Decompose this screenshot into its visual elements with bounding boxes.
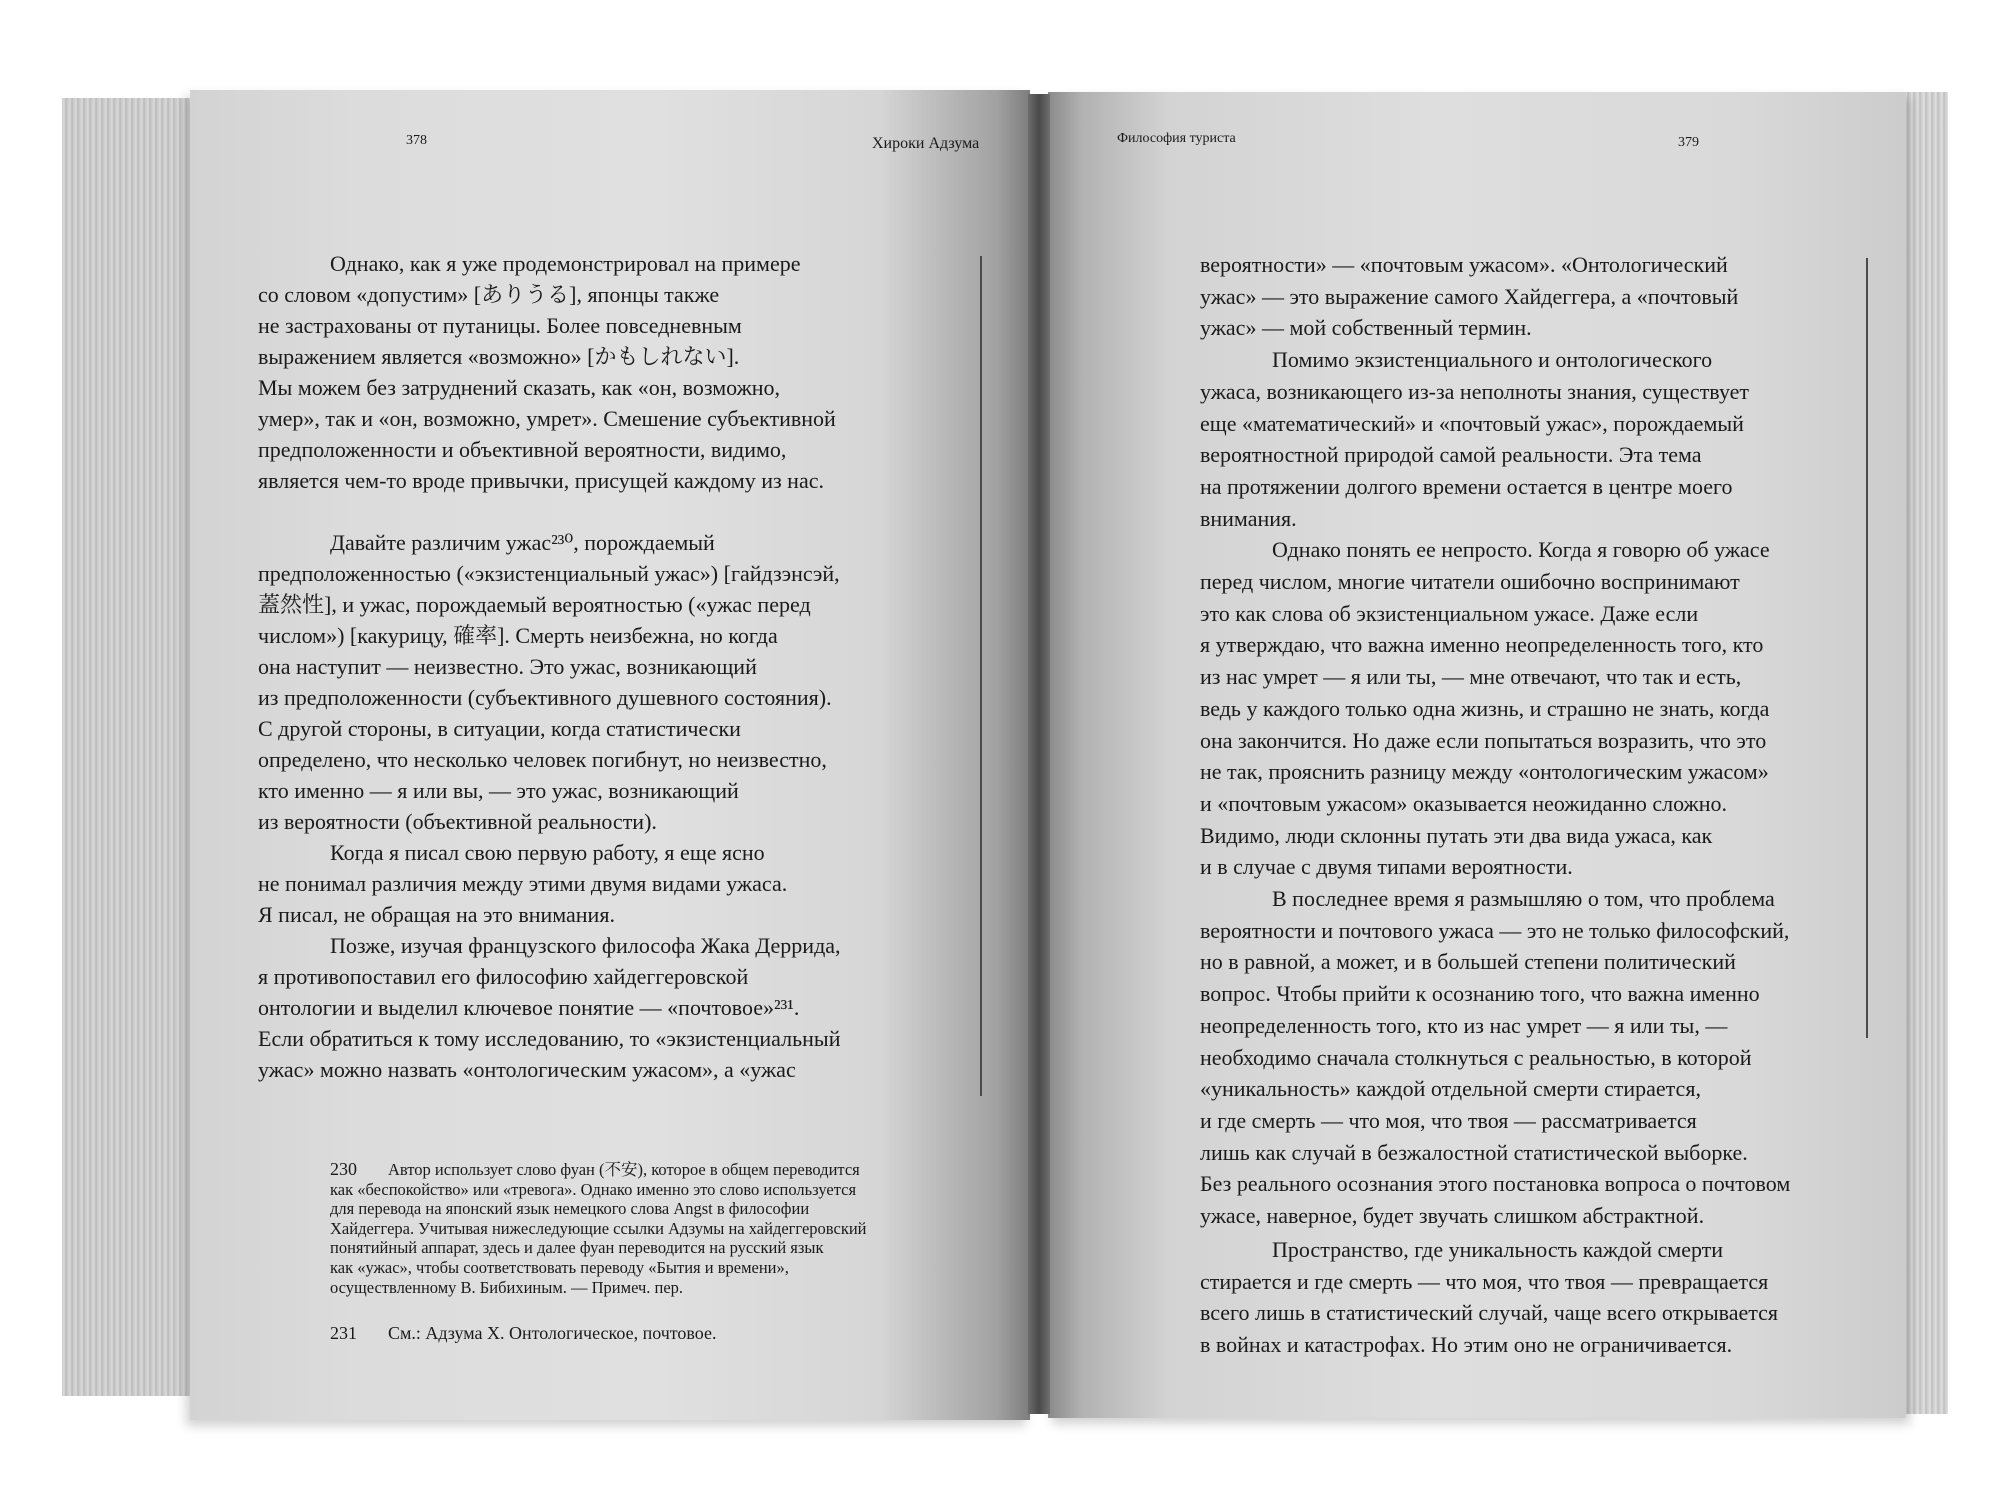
text-line: и «почтовым ужасом» оказывается неожиданно сложно. [1200, 790, 1728, 816]
text-line: выражением является «возможно» [かもしれない]. [258, 344, 740, 369]
text-line: онтологии и выделил ключевое понятие — «почтовое»²³¹. [258, 995, 800, 1020]
text-line: вероятности и почтового ужаса — это не только философский, [1200, 917, 1790, 943]
footnote-line: как «ужас», чтобы соответствовать переводу «Бытия и времени», [330, 1257, 789, 1277]
paragraph [1200, 534, 1860, 883]
text-line: числом») [какурицу, 確率]. Смерть неизбежна, но когда [258, 623, 778, 648]
text-line: она наступит — неизвестно. Это ужас, возникающий [258, 654, 757, 679]
text-line: лишь как случай в безжалостной статистической выборке. [1200, 1139, 1748, 1165]
text-line: вероятности» — «почтовым ужасом». «Онтологический [1200, 252, 1728, 277]
text-line: не застрахованы от путаницы. Более повседневным [258, 313, 742, 338]
text-line: не понимал различия между этими двумя видами ужаса. [258, 871, 788, 896]
text-line: вопрос. Чтобы прийти к осознанию того, что важна именно [1200, 981, 1760, 1007]
text-line: на протяжении долгого времени остается в центре моего [1200, 473, 1733, 499]
text-line: из предположенности (субъективного душевного состояния). [258, 685, 832, 710]
text-line: необходимо сначала столкнуться с реальностью, в которой [1200, 1044, 1752, 1070]
text-line: в войнах и катастрофах. Но этим оно не ограничивается. [1200, 1331, 1733, 1357]
text-line: Давайте различим ужас²³⁰, порождаемый [330, 530, 715, 555]
text-line: не так, прояснить разницу между «онтологическим ужасом» [1200, 759, 1769, 785]
text-line: определено, что несколько человек погибнут, но неизвестно, [258, 747, 827, 772]
left-page-number: 378 [406, 133, 427, 148]
text-line: перед числом, многие читатели ошибочно воспринимают [1200, 569, 1740, 595]
footnote-text: См.: Адзума Х. Онтологическое, почтовое. [388, 1323, 717, 1343]
right-running-head: Философия туриста [1117, 131, 1236, 146]
footnote-line [330, 1160, 1010, 1180]
right-page-number: 379 [1678, 135, 1699, 150]
text-line: ужаса, возникающего из-за неполноты знания, существует [1200, 378, 1750, 404]
footnote-text: Автор использует слово фуан (不安), которое в общем переводится [388, 1160, 860, 1179]
footnote-231 [330, 1324, 1010, 1344]
text-line: Видимо, люди склонны путать эти два вида ужаса, как [1200, 822, 1713, 848]
text-line: я противопоставил его философию хайдеггеровской [258, 964, 749, 989]
text-line: предположенностью («экзистенциальный ужас») [гайдзэнсэй, [258, 561, 840, 586]
text-line: Когда я писал свою первую работу, я еще ясно [330, 840, 765, 865]
text-line: и в случае с двумя типами вероятности. [1200, 854, 1573, 880]
text-line: предположенности и объективной вероятности, видимо, [258, 437, 787, 462]
text-line: со словом «допустим» [ありうる], японцы также [258, 282, 720, 307]
text-line: Помимо экзистенциального и онтологического [1272, 347, 1713, 373]
paragraph [1200, 1234, 1860, 1361]
text-line: ужас» — мой собственный термин. [1200, 315, 1532, 341]
text-line: умер», так и «он, возможно, умрет». Смешение субъективной [258, 406, 836, 431]
text-line: Пространство, где уникальность каждой смерти [1272, 1236, 1724, 1262]
text-line: вероятностной природой самой реальности. Эта тема [1200, 442, 1702, 468]
text-line: «уникальность» каждой отдельной смерти стирается, [1200, 1076, 1701, 1102]
text-line: из вероятности (объективной реальности). [258, 809, 657, 834]
footnote-line: понятийный аппарат, здесь и далее фуан переводится на русский язык [330, 1238, 824, 1258]
right-page-edges [1904, 92, 1948, 1414]
paragraph [1200, 249, 1860, 344]
footnote-line [330, 1324, 1010, 1344]
paragraph [258, 837, 978, 930]
text-line: всего лишь в статистический случай, чаще всего открывается [1200, 1300, 1779, 1326]
left-page-edges [62, 98, 200, 1396]
footnote-line: Хайдеггера. Учитывая нижеследующие ссылки Адзумы на хайдеггеровский [330, 1218, 867, 1238]
text-line: С другой стороны, в ситуации, когда статистически [258, 716, 741, 741]
right-body-text [1200, 249, 1860, 1361]
text-line: ужасе, наверное, будет звучать слишком абстрактной. [1200, 1203, 1705, 1229]
text-line: Однако, как я уже продемонстрировал на примере [330, 251, 801, 276]
text-line: это как слова об экзистенциальном ужасе. Даже если [1200, 600, 1699, 626]
text-line: Без реального осознания этого постановка вопроса о почтовом [1200, 1171, 1791, 1197]
right-margin-rule [1866, 258, 1868, 1038]
left-margin-rule [980, 256, 982, 1096]
text-line: 蓋然性], и ужас, порождаемый вероятностью («ужас перед [258, 592, 811, 617]
footnote-number: 230 [330, 1159, 357, 1179]
text-line: еще «математический» и «почтовый ужас», порождаемый [1200, 410, 1744, 436]
book-gutter [1028, 94, 1050, 1414]
paragraph [258, 527, 978, 837]
paragraph [258, 930, 978, 1085]
text-line: и где смерть — что моя, что твоя — рассматривается [1200, 1107, 1697, 1133]
left-running-head: Хироки Адзума [872, 135, 980, 152]
text-line: стирается и где смерть — что моя, что твоя — превращается [1200, 1268, 1769, 1294]
text-line: Однако понять ее непросто. Когда я говорю об ужасе [1272, 537, 1770, 563]
text-line: В последнее время я размышляю о том, что проблема [1272, 886, 1775, 912]
text-line: она закончится. Но даже если попытаться возразить, что это [1200, 727, 1767, 753]
paragraph [258, 248, 978, 496]
text-line: я утверждаю, что важна именно неопределенность того, кто [1200, 632, 1764, 658]
text-line: ведь у каждого только одна жизнь, и страшно не знать, когда [1200, 695, 1770, 721]
text-line: из нас умрет — я или ты, — мне отвечают, что так и есть, [1200, 664, 1742, 690]
text-line: Позже, изучая французского философа Жака Деррида, [330, 933, 841, 958]
footnote-line: осуществленному В. Бибихиным. — Примеч. пер. [330, 1277, 684, 1297]
footnote-number: 231 [330, 1323, 357, 1343]
footnote-line: для перевода на японский язык немецкого слова Angst в философии [330, 1199, 810, 1219]
left-body-text [258, 248, 978, 1085]
text-line: ужас» — это выражение самого Хайдеггера, а «почтовый [1200, 283, 1739, 309]
text-line: неопределенность того, кто из нас умрет — я или ты, — [1200, 1012, 1728, 1038]
footnote-230 [330, 1160, 1010, 1297]
text-line: является чем-то вроде привычки, присущей каждому из нас. [258, 468, 824, 493]
paragraph [1200, 883, 1860, 1232]
text-line: внимания. [1200, 505, 1297, 531]
text-line: Мы можем без затруднений сказать, как «он, возможно, [258, 375, 781, 400]
text-line: ужас» можно назвать «онтологическим ужасом», а «ужас [258, 1057, 796, 1082]
paragraph [1200, 344, 1860, 534]
text-line: Если обратиться к тому исследованию, то «экзистенциальный [258, 1026, 841, 1051]
text-line: кто именно — я или вы, — это ужас, возникающий [258, 778, 739, 803]
text-line: Я писал, не обращая на это внимания. [258, 902, 615, 927]
footnote-line: как «беспокойство» или «тревога». Однако именно это слово используется [330, 1179, 857, 1199]
text-line: но в равной, а может, и в большей степени политический [1200, 949, 1736, 975]
